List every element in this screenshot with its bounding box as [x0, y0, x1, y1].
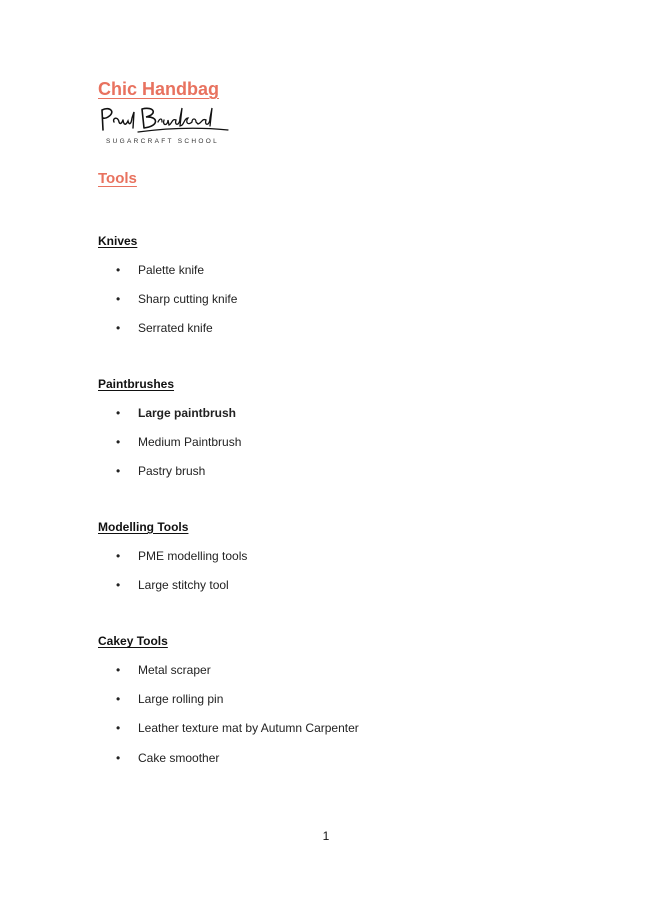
group-heading-cakey-tools: Cakey Tools [98, 634, 168, 648]
list-item-text: Metal scraper [138, 663, 211, 677]
signature-logo-graphic [98, 104, 230, 138]
list-item-text: Leather texture mat by Autumn Carpenter [138, 721, 359, 735]
list-item-text: Cake smoother [138, 751, 220, 765]
bullet-icon: • [116, 321, 121, 335]
list-item-text: PME modelling tools [138, 549, 248, 563]
list-item-text: Medium Paintbrush [138, 435, 242, 449]
list-item-text: Sharp cutting knife [138, 292, 238, 306]
bullet-icon: • [116, 663, 121, 677]
group-heading-knives: Knives [98, 234, 138, 248]
bullet-icon: • [116, 406, 121, 420]
bullet-icon: • [116, 549, 121, 563]
list-item-text: Large rolling pin [138, 692, 224, 706]
bullet-icon: • [116, 721, 121, 735]
bullet-icon: • [116, 692, 121, 706]
bullet-icon: • [116, 578, 121, 592]
page-number: 1 [322, 829, 330, 843]
document-title: Chic Handbag [98, 79, 220, 99]
bullet-icon: • [116, 464, 121, 478]
group-heading-paintbrushes: Paintbrushes [98, 377, 175, 391]
bullet-icon: • [116, 751, 121, 765]
list-item-text: Pastry brush [138, 464, 206, 478]
bullet-icon: • [116, 292, 121, 306]
logo-tagline: SUGARCRAFT SCHOOL [106, 138, 220, 145]
group-heading-modelling-tools: Modelling Tools [98, 520, 189, 534]
list-item-text: Large stitchy tool [138, 578, 229, 592]
list-item-text: Large paintbrush [138, 406, 237, 420]
section-title-tools: Tools [98, 170, 137, 187]
list-item-text: Serrated knife [138, 321, 213, 335]
bullet-icon: • [116, 263, 121, 277]
school-logo [98, 104, 230, 148]
bullet-icon: • [116, 435, 121, 449]
list-item-text: Palette knife [138, 263, 205, 277]
